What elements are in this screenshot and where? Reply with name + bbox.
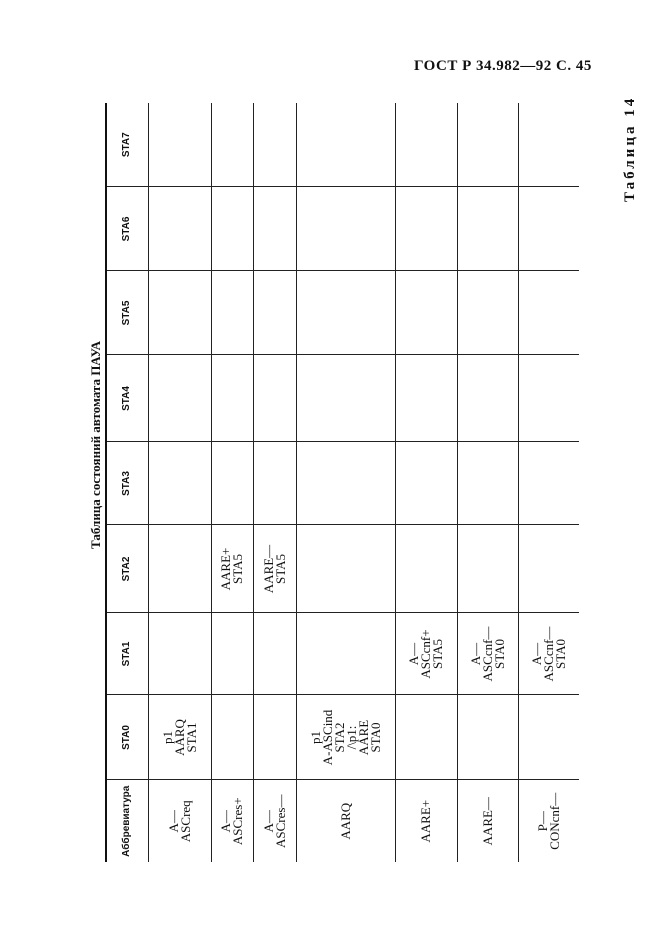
- table-cell: [211, 355, 253, 442]
- table-row: [253, 103, 296, 862]
- table-cell: [211, 695, 253, 780]
- table-cell: [253, 271, 296, 355]
- table-cell: [211, 103, 253, 187]
- state-table: [105, 103, 579, 862]
- column-header: STA5: [106, 271, 148, 355]
- table-cell: [253, 442, 296, 525]
- table-row: [457, 103, 518, 862]
- table-cell: [395, 187, 457, 271]
- table-cell: [148, 271, 211, 355]
- row-header: A— ASCres—: [253, 780, 296, 862]
- row-header: P— CONcnf—: [518, 780, 579, 862]
- table-cell: A— ASCcnf+ STA5: [395, 613, 457, 695]
- table-cell: AARE— STA5: [253, 525, 296, 613]
- table-row: [518, 103, 579, 862]
- column-header: STA6: [106, 187, 148, 271]
- table-cell: A— ASCcnf— STA0: [518, 613, 579, 695]
- table-cell: [148, 355, 211, 442]
- table-cell: [518, 442, 579, 525]
- table-cell: [518, 187, 579, 271]
- table-number: Таблица 14: [622, 95, 638, 202]
- table-cell: [253, 355, 296, 442]
- table-cell: [211, 442, 253, 525]
- table-cell: [395, 103, 457, 187]
- table-cell: [518, 525, 579, 613]
- table-cell: [253, 613, 296, 695]
- table-cell: [148, 103, 211, 187]
- table-cell: [395, 355, 457, 442]
- table-row: [296, 103, 395, 862]
- table-cell: [395, 442, 457, 525]
- table-cell: A— ASCcnf— STA0: [457, 613, 518, 695]
- column-header: STA0: [106, 695, 148, 780]
- table-cell: [148, 187, 211, 271]
- table-cell: [148, 613, 211, 695]
- table-cell: [296, 355, 395, 442]
- table-cell: [211, 187, 253, 271]
- table-cell: [211, 271, 253, 355]
- table-cell: [253, 187, 296, 271]
- table-row: [148, 103, 211, 862]
- table-cell: [253, 103, 296, 187]
- table-cell: [457, 103, 518, 187]
- row-header: A— ASCres+: [211, 780, 253, 862]
- table-cell: [457, 695, 518, 780]
- table-cell: AARE+ STA5: [211, 525, 253, 613]
- table-cell: [518, 271, 579, 355]
- table-row: [211, 103, 253, 862]
- table-cell: [457, 355, 518, 442]
- table-cell: [211, 613, 253, 695]
- table-cell: [457, 525, 518, 613]
- table-cell: [296, 271, 395, 355]
- table-cell: [296, 187, 395, 271]
- table-cell: [518, 103, 579, 187]
- table-cell: [296, 103, 395, 187]
- column-header: STA4: [106, 355, 148, 442]
- column-header: STA2: [106, 525, 148, 613]
- row-header: AARQ: [296, 780, 395, 862]
- table-cell: [457, 442, 518, 525]
- table-cell: [148, 525, 211, 613]
- column-header: STA3: [106, 442, 148, 525]
- table-cell: [296, 613, 395, 695]
- table-cell: [518, 355, 579, 442]
- table-cell: [253, 695, 296, 780]
- running-head: ГОСТ Р 34.982—92 С. 45: [414, 58, 592, 74]
- table-cell: p1 A-ASCind STA2 /\p1: AARE STA0: [296, 695, 395, 780]
- table-row: [395, 103, 457, 862]
- row-header: AARE—: [457, 780, 518, 862]
- column-header: Аббревиатура: [106, 780, 148, 862]
- table-cell: [148, 442, 211, 525]
- table-cell: [457, 187, 518, 271]
- table-cell: [296, 525, 395, 613]
- state-table-wrapper: [105, 103, 578, 862]
- table-cell: [457, 271, 518, 355]
- row-header: AARE+: [395, 780, 457, 862]
- table-cell: [395, 525, 457, 613]
- table-cell: p1 AARQ STA1: [148, 695, 211, 780]
- table-title: Таблица состояний автомата ПАУА: [88, 341, 103, 549]
- table-cell: [395, 271, 457, 355]
- header-row: [106, 103, 148, 862]
- column-header: STA7: [106, 103, 148, 187]
- column-header: STA1: [106, 613, 148, 695]
- table-cell: [395, 695, 457, 780]
- table-cell: [518, 695, 579, 780]
- row-header: A— ASCreq: [148, 780, 211, 862]
- table-cell: [296, 442, 395, 525]
